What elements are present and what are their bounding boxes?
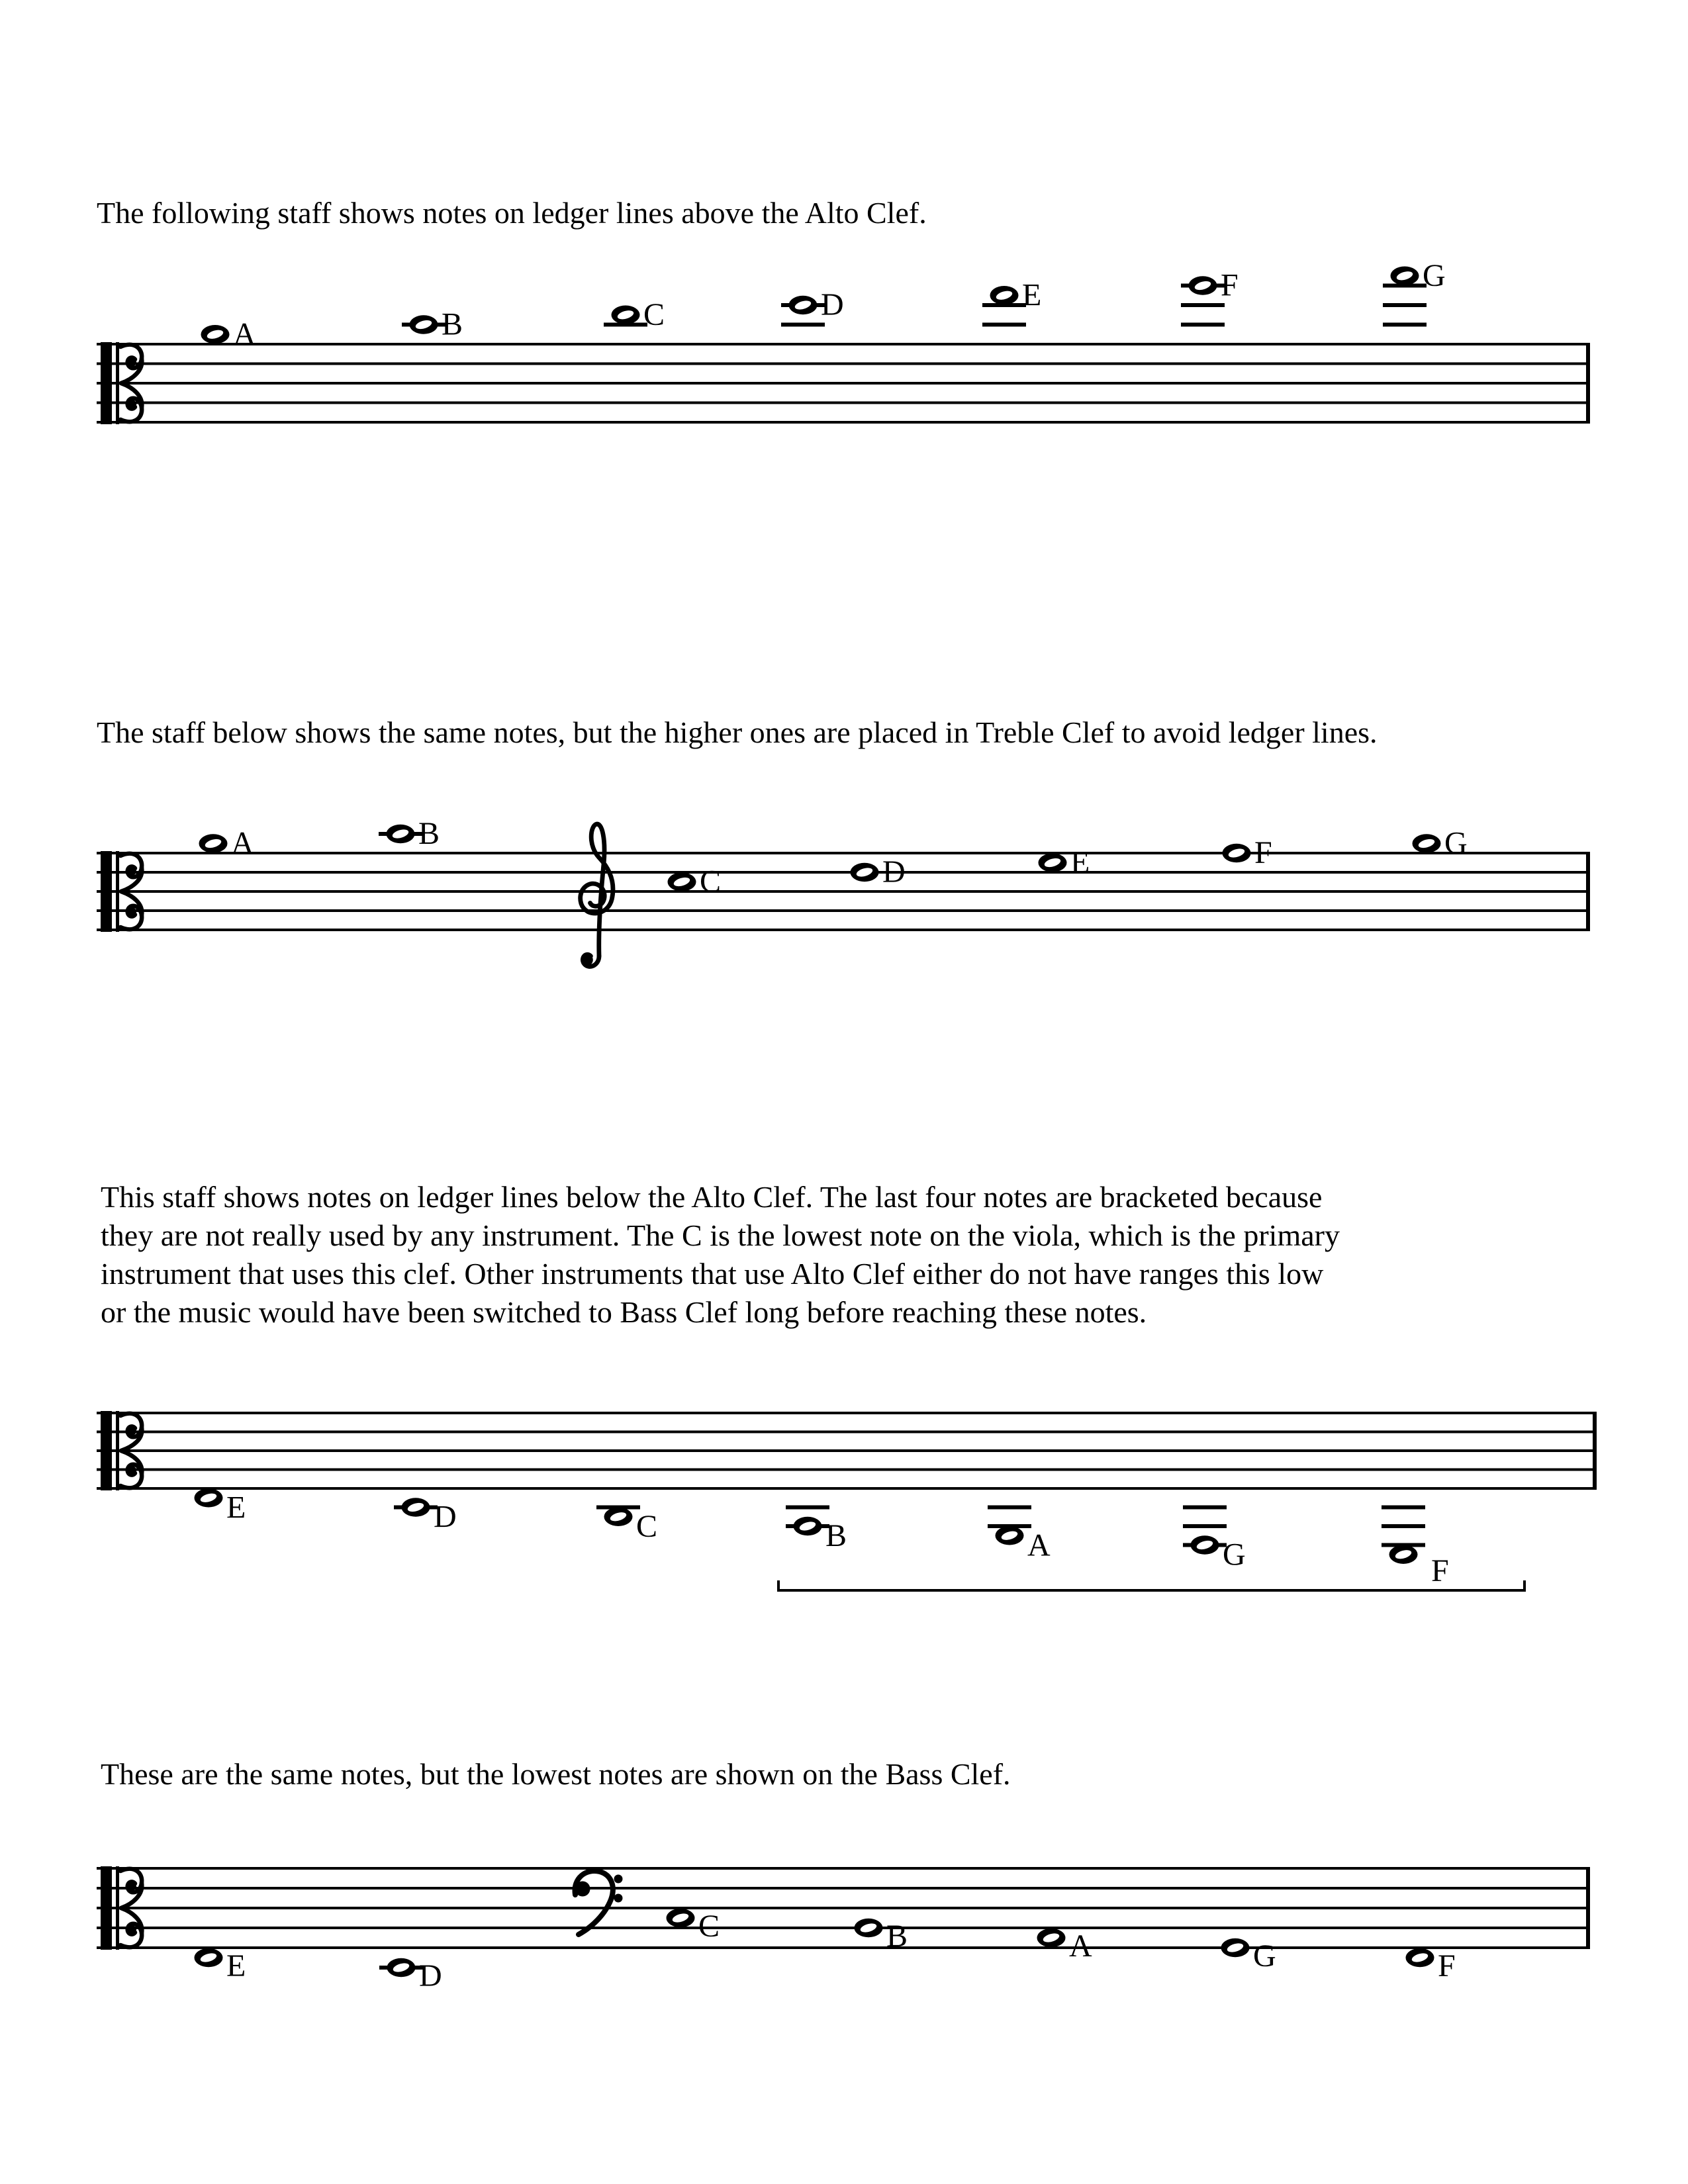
note-f [1389, 1545, 1449, 1588]
ledger-line [1383, 303, 1427, 307]
staff-line [97, 1449, 1597, 1452]
note-g [1221, 1938, 1276, 1974]
note-letter: F [1431, 1553, 1449, 1588]
note-b [794, 1517, 847, 1553]
note-letter: G [1423, 257, 1446, 293]
note-f [1189, 268, 1239, 303]
ledger-line [1382, 1524, 1425, 1528]
treble-clef-glyph [581, 824, 613, 966]
staff-line [97, 890, 1590, 893]
note-g [1413, 826, 1468, 861]
note-letter: B [442, 306, 463, 342]
note-letter: F [1438, 1948, 1456, 1983]
note-a [199, 826, 255, 861]
staff-line [97, 929, 1590, 931]
text-line: The staff below shows the same notes, but the higher ones are placed in Treble Clef to avoid ledger lines. [97, 715, 1378, 749]
text-line: instrument that uses this clef. Other instruments that use Alto Clef either do not have ranges this low [101, 1257, 1324, 1291]
staff-ledger-lines-below-alto [97, 1411, 1597, 1590]
staff-line [97, 1469, 1597, 1471]
note-b [410, 307, 463, 342]
note-f [1406, 1948, 1456, 1983]
staff-line [97, 1431, 1597, 1433]
staff-ledger-lines-above-alto [97, 258, 1590, 424]
note-letter: B [418, 816, 440, 851]
note-letter: E [226, 1490, 246, 1525]
note-letter: E [1022, 277, 1042, 313]
note-a [1037, 1929, 1093, 1964]
staff-line [97, 421, 1590, 424]
note-f [1223, 835, 1272, 870]
staff-same-notes-with-bass [97, 1866, 1590, 1993]
text-line: or the music would have been switched to Bass Clef long before reaching these notes. [101, 1295, 1147, 1329]
staff-line [97, 363, 1590, 365]
note-e [195, 1488, 246, 1525]
note-letter: D [419, 1958, 442, 1993]
note-e [195, 1948, 246, 1983]
staff-line [97, 1412, 1597, 1414]
note-letter: A [233, 316, 256, 352]
note-letter: F [1221, 267, 1239, 303]
text-line: The following staff shows notes on ledger lines above the Alto Clef. [97, 196, 927, 230]
end-barline [1586, 343, 1590, 424]
staff-line [97, 871, 1590, 874]
staff-line [97, 1907, 1590, 1909]
note-d [789, 287, 844, 322]
staff-line [97, 852, 1590, 854]
unused-notes-bracket [778, 1580, 1524, 1590]
ledger-line [1181, 303, 1225, 307]
end-barline [1586, 1867, 1590, 1949]
staff-line [97, 402, 1590, 404]
note-letter: B [825, 1518, 847, 1553]
staff-line [97, 1927, 1590, 1929]
note-letter: E [1070, 844, 1090, 880]
note-letter: B [886, 1919, 908, 1954]
ledger-line [982, 323, 1026, 327]
note-b [387, 816, 440, 851]
note-letter: D [434, 1499, 457, 1535]
note-letter: C [643, 296, 665, 332]
ledger-line [988, 1506, 1031, 1510]
note-c [667, 1909, 720, 1944]
ledger-line [1181, 323, 1225, 327]
ledger-line [1383, 323, 1427, 327]
staff-line [97, 343, 1590, 345]
note-letter: G [1444, 825, 1468, 861]
note-letter: A [1027, 1527, 1051, 1563]
note-d [402, 1498, 457, 1534]
note-c [668, 864, 722, 899]
text-line: This staff shows notes on ledger lines below the Alto Clef. The last four notes are bracketed because [101, 1180, 1323, 1214]
note-d [387, 1958, 442, 1993]
note-c [604, 1508, 658, 1544]
note-a [996, 1526, 1051, 1563]
note-letter: D [821, 287, 844, 322]
staff-line [97, 1946, 1590, 1949]
note-letter: G [1223, 1537, 1246, 1572]
note-g [1191, 1535, 1246, 1572]
staff-line [97, 1867, 1590, 1870]
note-letter: C [698, 1909, 720, 1944]
bass-clef-glyph [575, 1871, 623, 1934]
note-e [1039, 845, 1090, 880]
ledger-line [1382, 1506, 1425, 1510]
end-barline [1593, 1412, 1597, 1490]
staff-line [97, 909, 1590, 912]
text-line: These are the same notes, but the lowest notes are shown on the Bass Clef. [101, 1757, 1011, 1791]
note-d [851, 854, 906, 889]
ledger-line [1183, 1524, 1227, 1528]
note-a [201, 316, 257, 351]
staff-line [97, 382, 1590, 385]
note-letter: C [700, 864, 722, 899]
ledger-line [786, 1506, 829, 1510]
text-line: they are not really used by any instrument. The C is the lowest note on the viola, which is the primary [101, 1218, 1340, 1252]
staff-line [97, 1887, 1590, 1889]
staff-same-notes-with-treble [97, 816, 1590, 966]
note-letter: D [882, 854, 906, 889]
note-letter: A [231, 825, 254, 861]
note-g [1391, 258, 1446, 293]
note-letter: E [226, 1948, 246, 1983]
note-letter: C [636, 1508, 658, 1544]
note-letter: G [1253, 1938, 1276, 1974]
ledger-line [781, 323, 825, 327]
end-barline [1586, 852, 1590, 931]
note-letter: F [1254, 835, 1272, 870]
staff-line [97, 1487, 1597, 1490]
note-e [990, 277, 1042, 312]
note-letter: A [1069, 1929, 1092, 1964]
note-c [612, 297, 665, 332]
ledger-line [1183, 1506, 1227, 1510]
